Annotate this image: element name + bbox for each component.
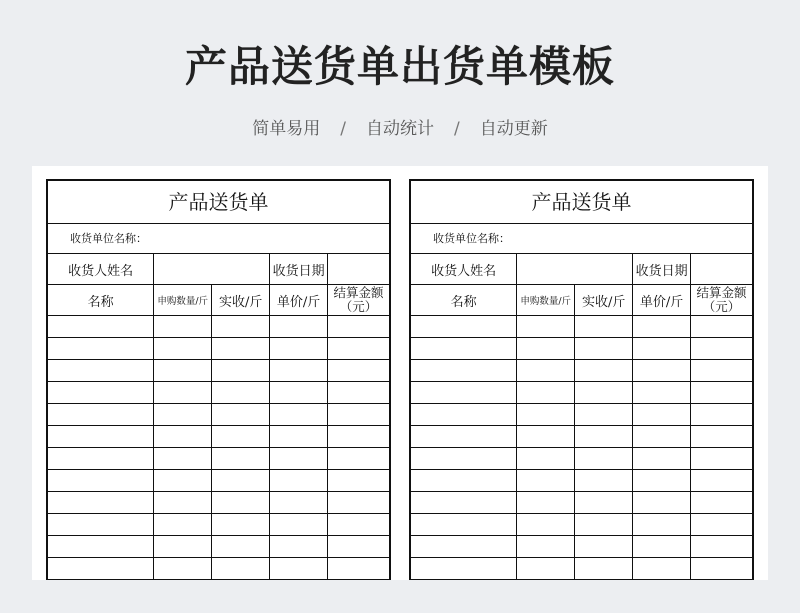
table-row <box>48 426 389 448</box>
subtitle <box>0 114 800 139</box>
table-cell[interactable] <box>212 492 270 514</box>
table-cell[interactable] <box>691 514 752 536</box>
table-cell[interactable] <box>212 360 270 382</box>
table-row <box>48 492 389 514</box>
column-requested-qty: 申购数量/斤 <box>154 285 212 316</box>
receiver-unit-row <box>48 224 389 254</box>
table-cell[interactable] <box>48 316 154 338</box>
table-cell[interactable] <box>633 514 691 536</box>
table-cell[interactable] <box>575 338 633 360</box>
table-cell[interactable] <box>411 404 517 426</box>
table-row <box>411 426 752 448</box>
table-row <box>411 382 752 404</box>
table-cell[interactable] <box>154 426 212 448</box>
table-cell[interactable] <box>154 382 212 404</box>
table-cell[interactable] <box>633 470 691 492</box>
table-cell[interactable] <box>411 338 517 360</box>
table-row <box>48 360 389 382</box>
table-cell[interactable] <box>575 316 633 338</box>
table-row <box>411 492 752 514</box>
table-cell[interactable] <box>328 448 389 470</box>
table-cell[interactable] <box>633 426 691 448</box>
table-cell[interactable] <box>48 558 154 580</box>
table-cell[interactable] <box>48 514 154 536</box>
table-row <box>411 404 752 426</box>
subtitle-separator: / <box>340 119 346 139</box>
column-unit-price: 单价/斤 <box>270 285 328 316</box>
table-cell[interactable] <box>270 448 328 470</box>
table-cell[interactable] <box>633 558 691 580</box>
table-row <box>48 404 389 426</box>
table-cell[interactable] <box>154 448 212 470</box>
table-cell[interactable] <box>48 382 154 404</box>
table-cell[interactable] <box>691 558 752 580</box>
table-cell[interactable] <box>328 404 389 426</box>
table-cell[interactable] <box>270 558 328 580</box>
table-cell[interactable] <box>691 360 752 382</box>
table-cell[interactable] <box>270 426 328 448</box>
table-row <box>48 338 389 360</box>
table-cell[interactable] <box>328 382 389 404</box>
table-cell[interactable] <box>411 492 517 514</box>
table-cell[interactable] <box>270 316 328 338</box>
table-cell[interactable] <box>270 514 328 536</box>
table-cell[interactable] <box>411 360 517 382</box>
column-unit-price: 单价/斤 <box>633 285 691 316</box>
table-row <box>411 360 752 382</box>
delivery-table <box>48 254 389 580</box>
table-cell[interactable] <box>633 492 691 514</box>
table-cell[interactable] <box>411 382 517 404</box>
table-cell[interactable] <box>517 492 575 514</box>
table-row <box>411 316 752 338</box>
table-cell[interactable] <box>575 382 633 404</box>
page-title: 产品送货单出货单模板 <box>184 42 615 91</box>
table-cell[interactable] <box>633 338 691 360</box>
table-cell[interactable] <box>411 514 517 536</box>
table-cell[interactable] <box>633 536 691 558</box>
table-cell[interactable] <box>328 338 389 360</box>
table-cell[interactable] <box>517 558 575 580</box>
column-name: 名称 <box>48 285 154 316</box>
table-header-row <box>411 285 752 316</box>
column-settlement-amount: 结算金额（元） <box>328 285 389 316</box>
table-cell[interactable] <box>154 470 212 492</box>
table-cell[interactable] <box>270 492 328 514</box>
table-row <box>48 514 389 536</box>
table-cell[interactable] <box>270 338 328 360</box>
table-cell[interactable] <box>212 382 270 404</box>
table-cell[interactable] <box>575 426 633 448</box>
receiver-name-label: 收货人姓名 <box>411 254 517 285</box>
table-cell[interactable] <box>411 316 517 338</box>
table-cell[interactable] <box>517 382 575 404</box>
table-cell[interactable] <box>517 426 575 448</box>
template-preview-paper <box>32 166 768 580</box>
receiver-name-field[interactable] <box>154 254 270 285</box>
table-cell[interactable] <box>517 448 575 470</box>
table-cell[interactable] <box>154 492 212 514</box>
table-cell[interactable] <box>633 448 691 470</box>
table-cell[interactable] <box>48 338 154 360</box>
table-cell[interactable] <box>154 514 212 536</box>
table-cell[interactable] <box>154 558 212 580</box>
form-title: 产品送货单 <box>411 181 752 224</box>
table-row <box>411 338 752 360</box>
table-cell[interactable] <box>575 514 633 536</box>
table-cell[interactable] <box>411 536 517 558</box>
table-cell[interactable] <box>212 338 270 360</box>
table-cell[interactable] <box>48 360 154 382</box>
table-cell[interactable] <box>691 404 752 426</box>
table-cell[interactable] <box>270 536 328 558</box>
table-cell[interactable] <box>575 448 633 470</box>
table-cell[interactable] <box>691 492 752 514</box>
table-cell[interactable] <box>328 360 389 382</box>
receiver-info-row <box>48 254 389 285</box>
table-cell[interactable] <box>517 514 575 536</box>
table-cell[interactable] <box>691 448 752 470</box>
table-cell[interactable] <box>633 382 691 404</box>
table-cell[interactable] <box>575 492 633 514</box>
column-received-qty: 实收/斤 <box>212 285 270 316</box>
table-row <box>48 448 389 470</box>
table-cell[interactable] <box>328 536 389 558</box>
table-cell[interactable] <box>411 558 517 580</box>
table-cell[interactable] <box>517 470 575 492</box>
table-cell[interactable] <box>575 558 633 580</box>
table-cell[interactable] <box>691 536 752 558</box>
table-cell[interactable] <box>212 470 270 492</box>
table-row <box>411 470 752 492</box>
table-cell[interactable] <box>48 470 154 492</box>
table-cell[interactable] <box>212 514 270 536</box>
table-cell[interactable] <box>575 470 633 492</box>
table-cell[interactable] <box>154 360 212 382</box>
table-cell[interactable] <box>154 404 212 426</box>
table-cell[interactable] <box>328 492 389 514</box>
table-cell[interactable] <box>212 426 270 448</box>
table-cell[interactable] <box>633 316 691 338</box>
table-cell[interactable] <box>154 338 212 360</box>
table-cell[interactable] <box>212 558 270 580</box>
table-row <box>48 558 389 580</box>
column-received-qty: 实收/斤 <box>575 285 633 316</box>
delivery-form-left <box>46 179 391 580</box>
table-cell[interactable] <box>270 382 328 404</box>
table-cell[interactable] <box>212 536 270 558</box>
table-cell[interactable] <box>691 382 752 404</box>
form-title: 产品送货单 <box>48 181 389 224</box>
table-cell[interactable] <box>212 316 270 338</box>
table-cell[interactable] <box>633 404 691 426</box>
table-cell[interactable] <box>517 338 575 360</box>
subtitle-separator: / <box>454 119 460 139</box>
receiver-unit-label: 收货单位名称： <box>70 232 147 245</box>
table-cell[interactable] <box>212 404 270 426</box>
receiver-name-label: 收货人姓名 <box>48 254 154 285</box>
subtitle-feature-3: 自动更新 <box>479 119 548 139</box>
table-cell[interactable] <box>48 404 154 426</box>
delivery-table <box>411 254 752 580</box>
table-cell[interactable] <box>691 426 752 448</box>
table-row <box>411 448 752 470</box>
table-cell[interactable] <box>48 536 154 558</box>
table-cell[interactable] <box>691 470 752 492</box>
table-row <box>48 316 389 338</box>
table-cell[interactable] <box>270 470 328 492</box>
table-cell[interactable] <box>691 338 752 360</box>
table-cell[interactable] <box>328 514 389 536</box>
delivery-form-right <box>409 179 754 580</box>
table-cell[interactable] <box>48 448 154 470</box>
table-cell[interactable] <box>517 404 575 426</box>
table-cell[interactable] <box>48 492 154 514</box>
subtitle-feature-2: 自动统计 <box>366 119 434 139</box>
table-cell[interactable] <box>411 448 517 470</box>
table-cell[interactable] <box>328 426 389 448</box>
table-cell[interactable] <box>633 360 691 382</box>
receiver-name-field[interactable] <box>517 254 633 285</box>
column-settlement-amount: 结算金额（元） <box>691 285 752 316</box>
table-cell[interactable] <box>154 316 212 338</box>
table-cell[interactable] <box>411 426 517 448</box>
table-cell[interactable] <box>154 536 212 558</box>
table-cell[interactable] <box>517 360 575 382</box>
subtitle-feature-1: 简单易用 <box>252 119 321 139</box>
table-row <box>48 536 389 558</box>
table-cell[interactable] <box>328 316 389 338</box>
table-row <box>48 382 389 404</box>
column-requested-qty: 申购数量/斤 <box>517 285 575 316</box>
table-row <box>411 558 752 580</box>
table-cell[interactable] <box>575 360 633 382</box>
receive-date-field[interactable] <box>691 254 752 285</box>
table-row <box>48 470 389 492</box>
table-cell[interactable] <box>411 470 517 492</box>
table-row <box>411 536 752 558</box>
table-cell[interactable] <box>575 536 633 558</box>
table-cell[interactable] <box>517 536 575 558</box>
receiver-info-row <box>411 254 752 285</box>
table-row <box>411 514 752 536</box>
table-cell[interactable] <box>212 448 270 470</box>
table-header-row <box>48 285 389 316</box>
receive-date-label: 收货日期 <box>633 254 691 285</box>
table-cell[interactable] <box>270 404 328 426</box>
column-name: 名称 <box>411 285 517 316</box>
table-cell[interactable] <box>517 316 575 338</box>
table-cell[interactable] <box>48 426 154 448</box>
table-cell[interactable] <box>328 470 389 492</box>
receive-date-label: 收货日期 <box>270 254 328 285</box>
table-cell[interactable] <box>691 316 752 338</box>
table-cell[interactable] <box>328 558 389 580</box>
receive-date-field[interactable] <box>328 254 389 285</box>
receiver-unit-label: 收货单位名称： <box>433 232 510 245</box>
receiver-unit-row <box>411 224 752 254</box>
table-cell[interactable] <box>270 360 328 382</box>
table-cell[interactable] <box>575 404 633 426</box>
